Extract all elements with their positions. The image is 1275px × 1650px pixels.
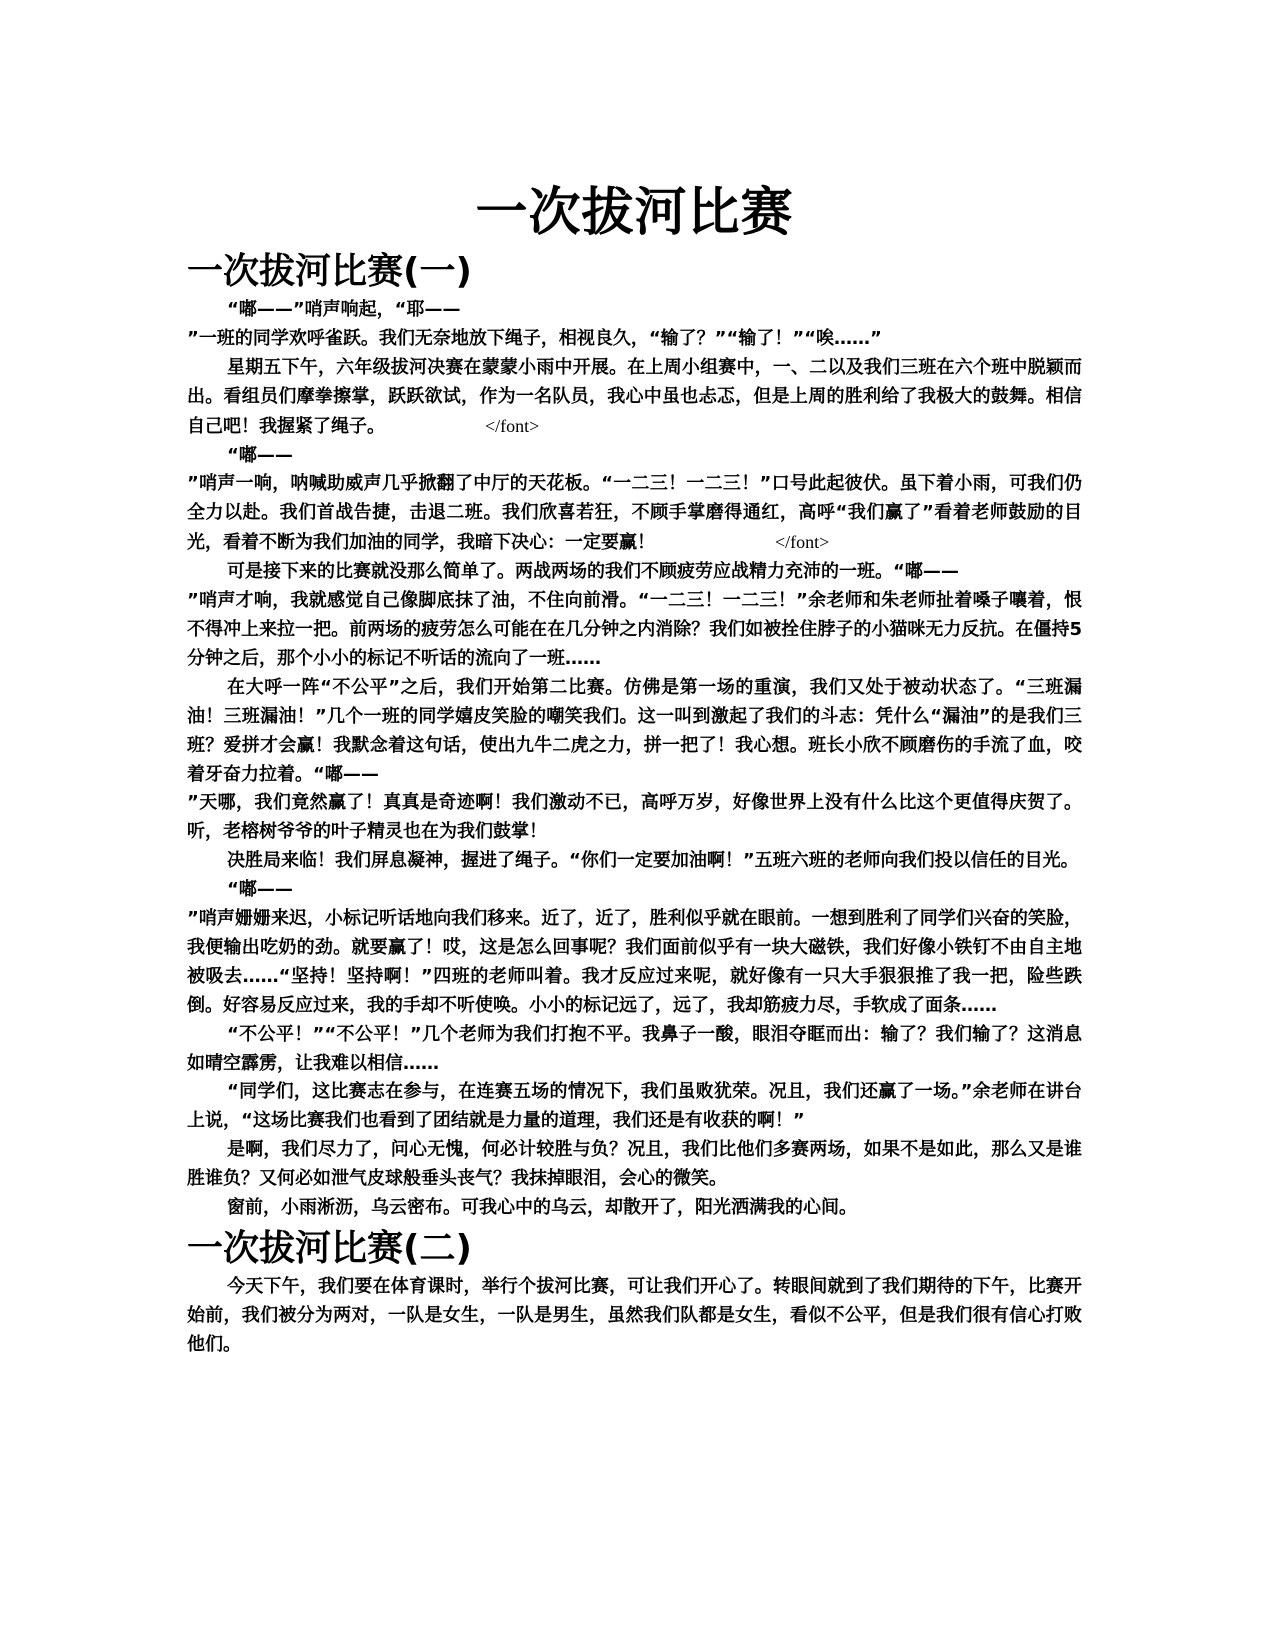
- paragraph: 可是接下来的比赛就没那么简单了。两战两场的我们不顾疲劳应战精力充沛的一班。“嘟——: [227, 561, 959, 583]
- paragraph: 在大呼一阵“不公平”之后，我们开始第二比赛。仿佛是第一场的重演，我们又处于被动状态了。“三班漏油！三班漏油！”几个一班的同学嬉皮笑脸的嘲笑我们。这一叫到激起了我们的斗志：凭什么“漏油”的是我们三班？爱拼才会赢！我默念着这句话，使出九牛二虎之力，拼一把了！我心想。班长小欣不顾磨伤的手流了血，咬着牙奋力拉着。“嘟——: [187, 676, 1082, 785]
- document-page: [187, 0, 1082, 1360]
- paragraph: “不公平！”“不公平！”几个老师为我们打抱不平。我鼻子一酸，眼泪夺眶而出：输了？我们输了？这消息如晴空霹雳，让我难以相信……: [187, 1023, 1082, 1074]
- paragraph: “嘟——: [227, 879, 293, 901]
- font-close-tag: </font>: [485, 415, 540, 436]
- paragraph: [187, 470, 1082, 558]
- paragraph: ”哨声才响，我就感觉自己像脚底抹了油，不住向前滑。“一二三！一二三！”余老师和朱老师扯着嗓子嚷着，恨不得冲上来拉一把。前两场的疲劳怎么可能在在几分钟之内消除？我们如被拴住脖子的小猫咪无力反抗。在僵持5分钟之后，那个小小的标记不听话的流向了一班……: [187, 590, 1082, 669]
- paragraph: “嘟——”哨声响起，“耶——: [227, 299, 461, 320]
- paragraph: “同学们，这比赛志在参与，在连赛五场的情况下，我们虽败犹荣。况且，我们还赢了一场。”余老师在讲台上说，“这场比赛我们也看到了团结就是力量的道理，我们还是有收获的啊！”: [187, 1081, 1082, 1132]
- paragraph: 今天下午，我们要在体育课时，举行个拔河比赛，可让我们开心了。转眼间就到了我们期待的下午，比赛开始前，我们被分为两对，一队是女生，一队是男生，虽然我们队都是女生，看似不公平，但是我们很有信心打败他们。: [187, 1276, 1082, 1355]
- section-1-heading: 一次拔河比赛(一): [187, 251, 472, 292]
- paragraph-text: 星期五下午，六年级拔河决赛在蒙蒙小雨中开展。在上周小组赛中，一、二以及我们三班在六个班中脱颖而出。看组员们摩拳擦掌，跃跃欲试，作为一名队员，我心中虽也忐忑，但是上周的胜利给了我极大的鼓舞。相信自己吧！我握紧了绳子。: [187, 356, 1082, 437]
- paragraph: ”哨声姗姗来迟，小标记听话地向我们移来。近了，近了，胜利似乎就在眼前。一想到胜利了同学们兴奋的笑脸，我便输出吃奶的劲。就要赢了！哎，这是怎么回事呢？我们面前似乎有一块大磁铁，我们好像小铁钉不由自主地被吸去……“坚持！坚持啊！”四班的老师叫着。我才反应过来呢，就好像有一只大手狠狠推了我一把，险些跌倒。好容易反应过来，我的手却不听使唤。小小的标记远了，远了，我却筋疲力尽，手软成了面条……: [187, 908, 1082, 1016]
- paragraph: 决胜局来临！我们屏息凝神，握进了绳子。“你们一定要加油啊！”五班六班的老师向我们投以信任的目光。: [227, 850, 1079, 872]
- paragraph: ”一班的同学欢呼雀跃。我们无奈地放下绳子，相视良久，“输了？”“输了！”“唉……”: [187, 327, 882, 349]
- paragraph: “嘟——: [227, 444, 293, 466]
- font-close-tag: </font>: [775, 532, 830, 553]
- paragraph: [187, 354, 1082, 442]
- paragraph: 窗前，小雨淅沥，乌云密布。可我心中的乌云，却散开了，阳光洒满我的心间。: [227, 1197, 857, 1219]
- paragraph: ”天哪，我们竟然赢了！真真是奇迹啊！我们激动不已，高呼万岁，好像世界上没有什么比这个更值得庆贺了。听，老榕树爷爷的叶子精灵也在为我们鼓掌！: [187, 792, 1082, 843]
- paragraph: 是啊，我们尽力了，问心无愧，何必计较胜与负？况且，我们比他们多赛两场，如果不是如此，那么又是谁胜谁负？又何必如泄气皮球般垂头丧气？我抹掉眼泪，会心的微笑。: [187, 1139, 1082, 1190]
- section-2-heading: 一次拔河比赛(二): [187, 1228, 472, 1269]
- document-title: 一次拔河比赛: [475, 183, 794, 243]
- paragraph-text: ”哨声一响，呐喊助威声几乎掀翻了中厅的天花板。“一二三！一二三！”口号此起彼伏。虽下着小雨，可我们仍全力以赴。我们首战告捷，击退二班。我们欣喜若狂，不顾手掌磨得通红，高呼“我们赢了”看着老师鼓励的目光，看着不断为我们加油的同学，我暗下决心：一定要赢！: [187, 473, 1082, 554]
